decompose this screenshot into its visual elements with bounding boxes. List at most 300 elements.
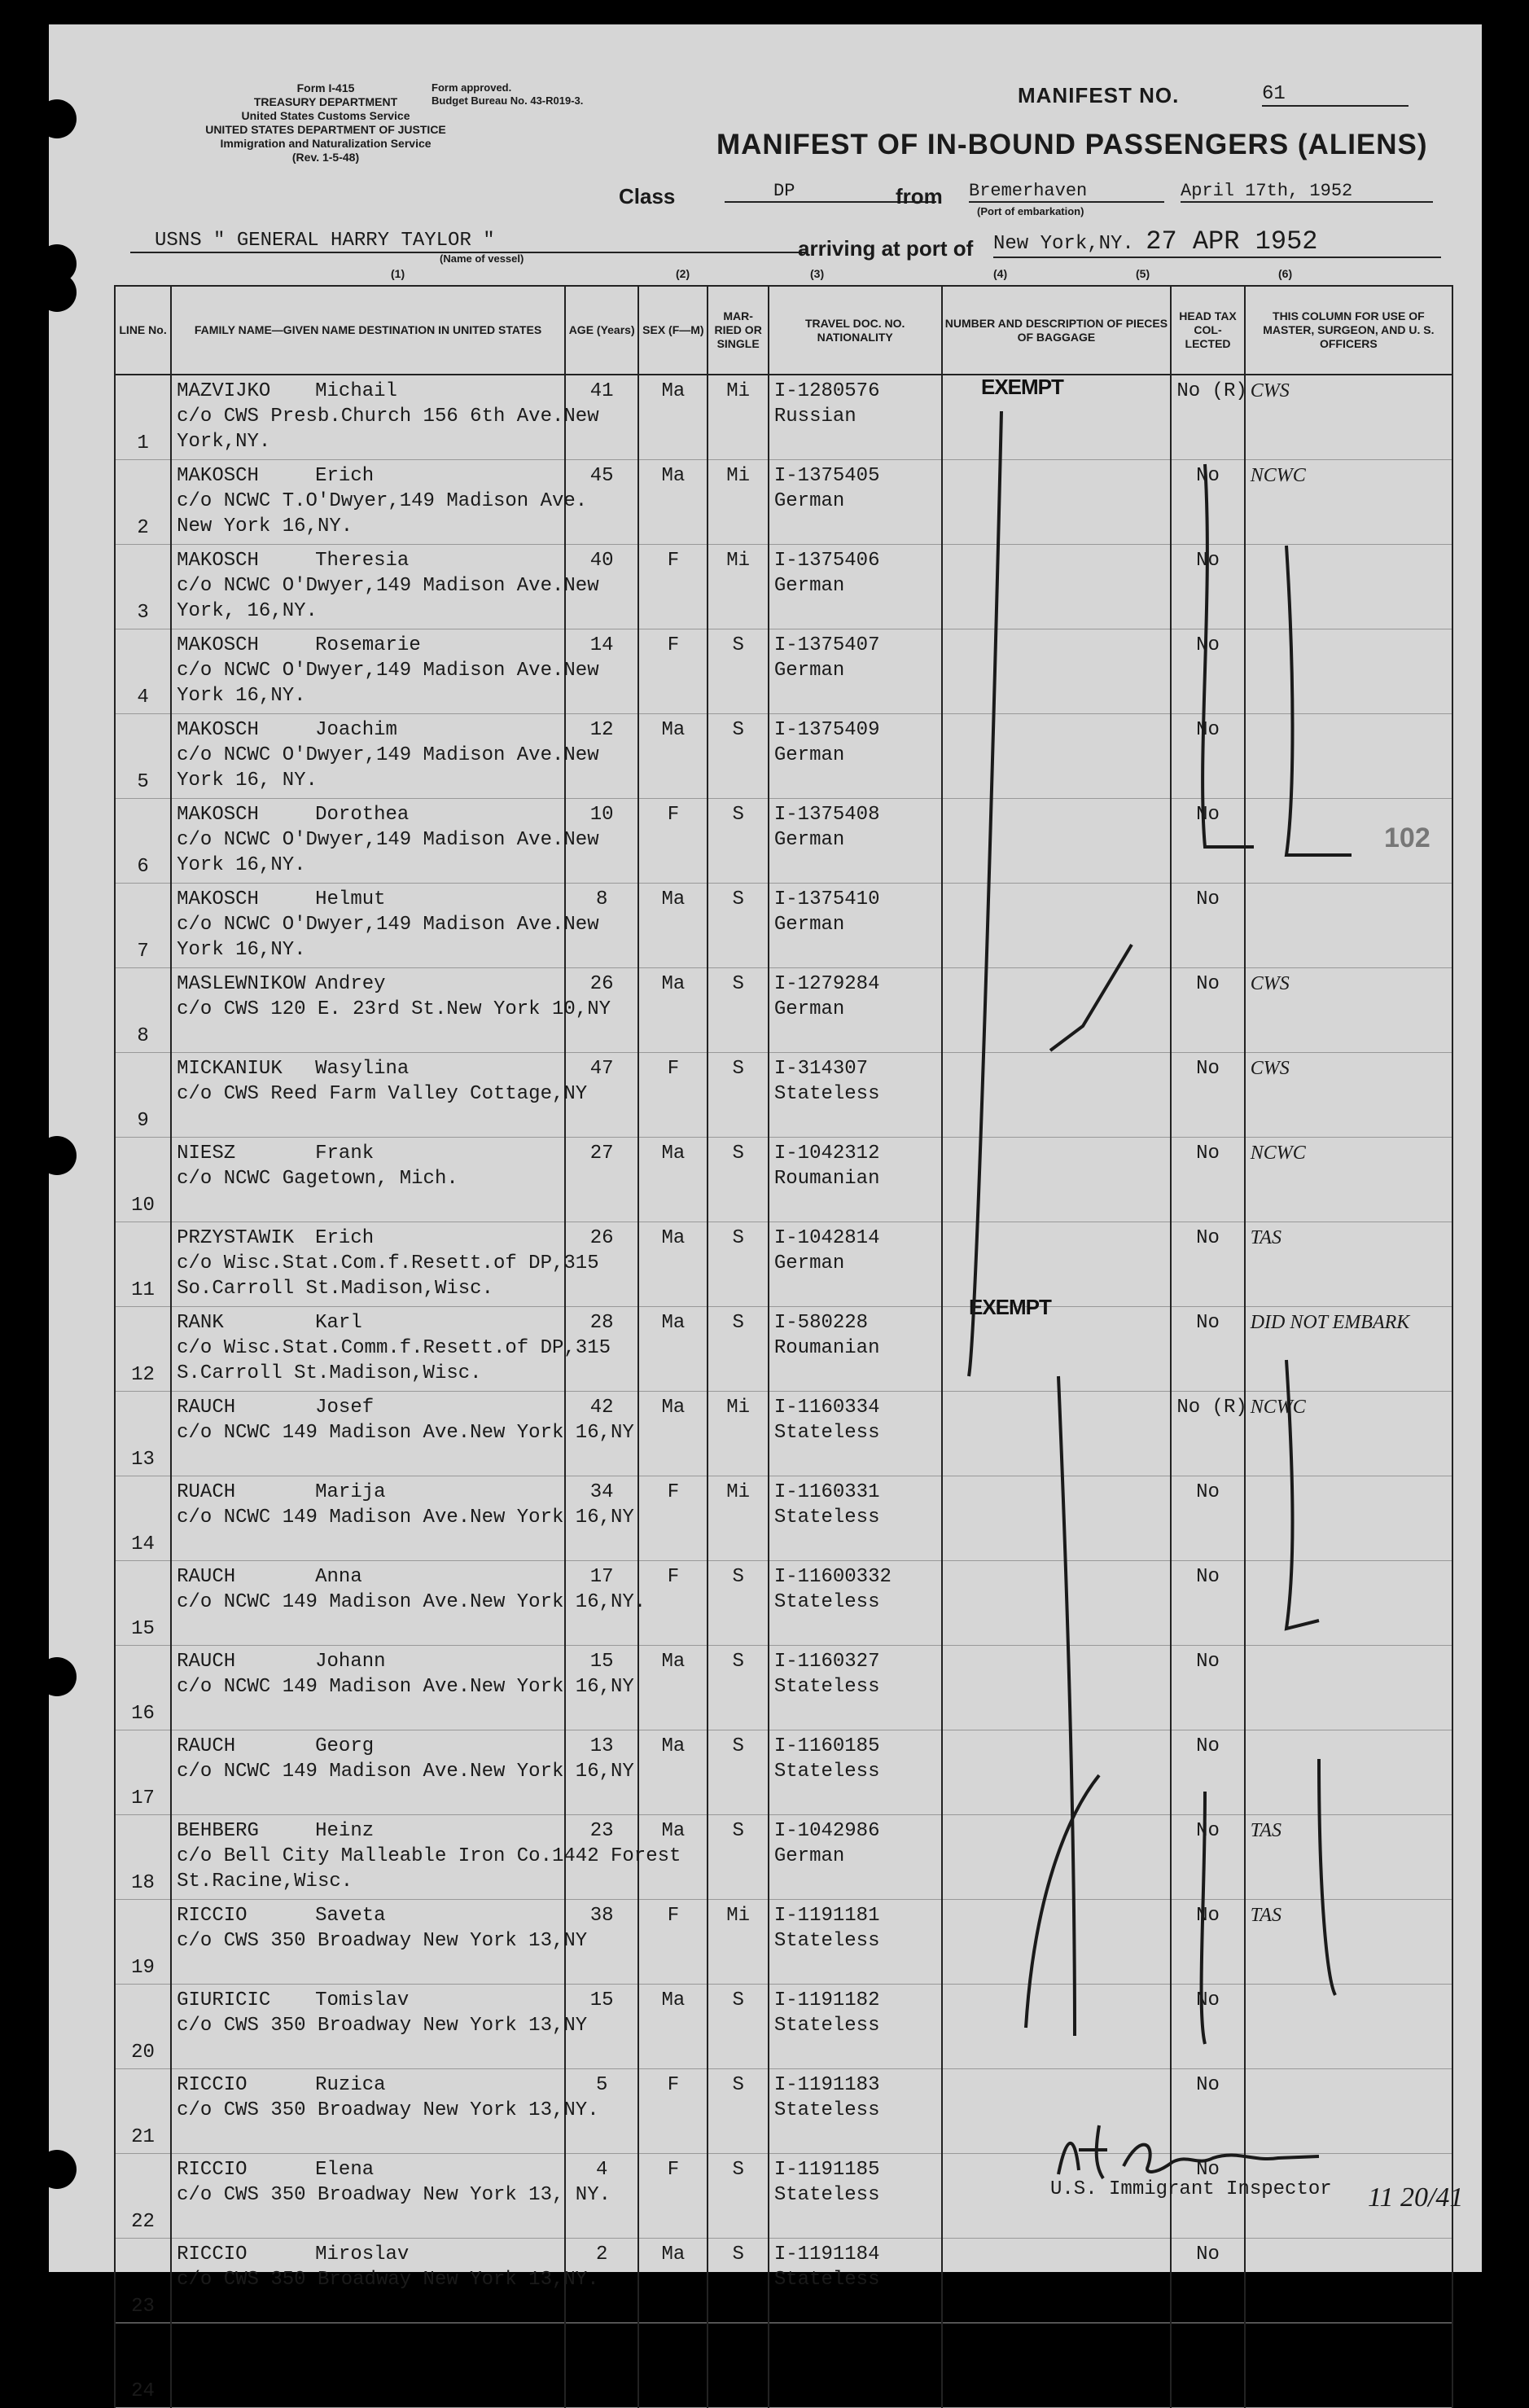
destination-line: c/o Wisc.Stat.Comm.f.Resett.of DP,315 — [177, 1337, 611, 1359]
nationality: Stateless — [773, 1507, 880, 1529]
officer-note: TAS — [1245, 1815, 1452, 1900]
family-name: MAKOSCH — [177, 719, 259, 741]
given-name: Johann — [315, 1651, 386, 1673]
line-number: 3 — [115, 545, 171, 629]
travel-doc-number: I-1191182 — [773, 1989, 880, 2011]
marital-status: S — [708, 968, 768, 1053]
officer-note: CWS — [1245, 375, 1452, 460]
head-tax: No — [1171, 1053, 1244, 1138]
age: 42 — [565, 1392, 638, 1476]
sex: F — [638, 799, 708, 884]
given-name: Miroslav — [315, 2244, 410, 2265]
officer-note: NCWC — [1245, 1138, 1452, 1222]
marital-status: Mi — [708, 1392, 768, 1476]
destination-line: c/o Bell City Malleable Iron Co.1442 Forest — [177, 1845, 681, 1867]
given-name: Helmut — [315, 888, 386, 910]
destination-line: c/o NCWC O'Dwyer,149 Madison Ave.New — [177, 914, 599, 936]
column-number: (2) — [676, 267, 690, 280]
head-tax — [1171, 2323, 1244, 2408]
nationality: Stateless — [773, 2099, 880, 2121]
tax-bracket-line — [1202, 1792, 1205, 2044]
line-number: 15 — [115, 1561, 171, 1646]
destination-line: S.Carroll St.Madison,Wisc. — [177, 1362, 482, 1384]
sex: F — [638, 545, 708, 629]
col-header-officers-use: THIS COLUMN FOR USE OF MASTER, SURGEON, AND U. S. OFFICERS — [1245, 286, 1452, 375]
marital-status: S — [708, 1561, 768, 1646]
destination-line: c/o CWS 120 E. 23rd St.New York 10,NY — [177, 998, 611, 1020]
destination-line: York, 16,NY. — [177, 600, 318, 622]
nationality: Stateless — [773, 1422, 880, 1444]
head-tax: No — [1171, 799, 1244, 884]
sex: Ma — [638, 1985, 708, 2069]
given-name: Saveta — [315, 1905, 386, 1927]
nationality: Stateless — [773, 2184, 880, 2206]
nationality: Stateless — [773, 1083, 880, 1105]
age: 34 — [565, 1476, 638, 1561]
destination-line: c/o NCWC 149 Madison Ave.New York 16,NY — [177, 1676, 634, 1698]
given-name: Joachim — [315, 719, 397, 741]
manifest-number-label: MANIFEST NO. — [1018, 83, 1180, 107]
marital-status: S — [708, 2154, 768, 2239]
sex: Ma — [638, 1222, 708, 1307]
family-name: MAKOSCH — [177, 888, 259, 910]
head-tax: No — [1171, 714, 1244, 799]
class-label: Class — [619, 184, 676, 208]
travel-doc-number: I-1042312 — [773, 1143, 880, 1165]
destination-line: New York 16,NY. — [177, 515, 353, 537]
page-number-stamp: 102 — [1384, 822, 1430, 853]
age: 12 — [565, 714, 638, 799]
officer-note: TAS — [1245, 1222, 1452, 1307]
officer-note: CWS — [1245, 968, 1452, 1053]
given-name: Erich — [315, 465, 375, 487]
family-name: MAKOSCH — [177, 550, 259, 572]
nationality: German — [773, 914, 845, 936]
age: 27 — [565, 1138, 638, 1222]
destination-line: c/o CWS 350 Broadway New York 13,NY — [177, 2015, 588, 2037]
officer-note: NCWC — [1245, 1392, 1452, 1476]
arriving-label: arriving at port of — [798, 236, 974, 261]
family-name: RICCIO — [177, 2244, 248, 2265]
use-bracket-line — [1319, 1759, 1335, 1995]
destination-line: c/o NCWC 149 Madison Ave.New York 16,NY. — [177, 1591, 646, 1613]
sex: Ma — [638, 1730, 708, 1815]
marital-status: S — [708, 884, 768, 968]
column-number: (5) — [1136, 267, 1150, 280]
head-tax: No — [1171, 1138, 1244, 1222]
family-name: RAUCH — [177, 1566, 236, 1588]
travel-doc-cell — [769, 2323, 942, 2408]
destination-line: c/o CWS 350 Broadway New York 13,NY. — [177, 2099, 599, 2121]
marital-status: S — [708, 1646, 768, 1730]
destination-line: c/o NCWC O'Dwyer,149 Madison Ave.New — [177, 829, 599, 851]
family-name: PRZYSTAWIK — [177, 1227, 295, 1249]
marital-status: S — [708, 714, 768, 799]
nationality: Russian — [773, 406, 857, 428]
vessel-caption: (Name of vessel) — [440, 252, 524, 265]
given-name: Frank — [315, 1143, 375, 1165]
file-mark: 11 20/41 — [1368, 2182, 1464, 2213]
age: 5 — [565, 2069, 638, 2154]
sex: F — [638, 2154, 708, 2239]
nationality: Stateless — [773, 1761, 880, 1783]
marital-status: Mi — [708, 1900, 768, 1985]
destination-line: c/o CWS Reed Farm Valley Cottage,NY — [177, 1083, 588, 1105]
agency-header-line: (Rev. 1-5-48) — [291, 151, 360, 164]
col-header-line: LINE No. — [115, 286, 171, 375]
destination-line: c/o NCWC 149 Madison Ave.New York 16,NY — [177, 1507, 634, 1529]
port-of-embarkation: Bremerhaven — [969, 181, 1164, 203]
given-name: Wasylina — [315, 1058, 410, 1080]
destination-line: York,NY. — [177, 431, 271, 453]
family-name: BEHBERG — [177, 1820, 259, 1842]
nationality: German — [773, 744, 845, 766]
age: 13 — [565, 1730, 638, 1815]
destination-line: c/o CWS Presb.Church 156 6th Ave.New — [177, 406, 599, 428]
destination-line: c/o NCWC 149 Madison Ave.New York 16,NY — [177, 1761, 634, 1783]
nationality: Roumanian — [773, 1337, 880, 1359]
travel-doc-number: I-1375408 — [773, 804, 880, 826]
vessel-name: USNS " GENERAL HARRY TAYLOR " — [130, 230, 806, 253]
line-number: 18 — [115, 1815, 171, 1900]
travel-doc-number: I-1160334 — [773, 1397, 880, 1419]
given-name: Rosemarie — [315, 634, 421, 656]
given-name: Dorothea — [315, 804, 410, 826]
travel-doc-number: I-1191181 — [773, 1905, 880, 1927]
age: 15 — [565, 1646, 638, 1730]
travel-doc-number: I-1042986 — [773, 1820, 880, 1842]
marital-status: Mi — [708, 460, 768, 545]
officer-note — [1245, 2323, 1452, 2408]
sex: Ma — [638, 375, 708, 460]
destination-line: York 16,NY. — [177, 854, 306, 876]
line-number: 21 — [115, 2069, 171, 2154]
destination-line: c/o NCWC O'Dwyer,149 Madison Ave.New — [177, 744, 599, 766]
nationality: German — [773, 575, 845, 597]
column-number: (1) — [391, 267, 405, 280]
sex: F — [638, 629, 708, 714]
marital-status: S — [708, 1222, 768, 1307]
sex — [638, 2323, 708, 2408]
head-tax: No — [1171, 1815, 1244, 1900]
line-number: 7 — [115, 884, 171, 968]
travel-doc-number: I-1279284 — [773, 973, 880, 995]
destination-line: c/o NCWC T.O'Dwyer,149 Madison Ave. — [177, 490, 588, 512]
sex: Ma — [638, 714, 708, 799]
sex: F — [638, 1561, 708, 1646]
travel-doc-number: I-1280576 — [773, 380, 880, 402]
line-number: 6 — [115, 799, 171, 884]
baggage-bracket-line — [969, 411, 1001, 1376]
family-name: RICCIO — [177, 1905, 248, 1927]
manifest-number: 61 — [1262, 83, 1409, 107]
family-name: GIURICIC — [177, 1989, 271, 2011]
head-tax: No — [1171, 2069, 1244, 2154]
punch-hole — [37, 2150, 77, 2189]
use-bracket-line — [1286, 1360, 1319, 1629]
sex: F — [638, 2069, 708, 2154]
marital-status: S — [708, 2239, 768, 2323]
punch-hole — [37, 1136, 77, 1175]
nationality: Stateless — [773, 2015, 880, 2037]
travel-doc-number: I-1160331 — [773, 1481, 880, 1503]
officer-note: TAS — [1245, 1900, 1452, 1985]
head-tax: No — [1171, 1561, 1244, 1646]
age: 15 — [565, 1985, 638, 2069]
age — [565, 2323, 638, 2408]
age: 47 — [565, 1053, 638, 1138]
travel-doc-number: I-11600332 — [773, 1566, 892, 1588]
nationality: Stateless — [773, 2269, 880, 2291]
age: 23 — [565, 1815, 638, 1900]
punch-hole — [37, 1657, 77, 1696]
family-name: MASLEWNIKOW — [177, 973, 306, 995]
head-tax: No — [1171, 1730, 1244, 1815]
use-bracket-line — [1286, 546, 1352, 855]
nationality: Roumanian — [773, 1168, 880, 1190]
family-name: MAKOSCH — [177, 634, 259, 656]
destination-line: c/o CWS 350 Broadway New York 13,NY — [177, 1930, 588, 1952]
given-name: Josef — [315, 1397, 375, 1419]
punch-hole — [37, 99, 77, 138]
age: 40 — [565, 545, 638, 629]
destination-line: c/o CWS 350 Broadway New York 13,NY. — [177, 2269, 599, 2291]
column-number: (4) — [993, 267, 1008, 280]
head-tax: No — [1171, 1985, 1244, 2069]
nationality: Stateless — [773, 1591, 880, 1613]
marital-status — [708, 2323, 768, 2408]
col-header-name: FAMILY NAME—GIVEN NAME DESTINATION IN UNITED STATES — [171, 286, 565, 375]
age: 17 — [565, 1561, 638, 1646]
travel-doc-number: I-1160327 — [773, 1651, 880, 1673]
travel-doc-number: I-1042814 — [773, 1227, 880, 1249]
agency-header-line: United States Customs Service — [241, 109, 410, 122]
column-number: (3) — [810, 267, 825, 280]
exempt-stamp: EXEMPT — [981, 375, 1063, 399]
head-tax: No — [1171, 1222, 1244, 1307]
family-name: MICKANIUK — [177, 1058, 283, 1080]
destination-line: c/o NCWC O'Dwyer,149 Madison Ave.New — [177, 660, 599, 682]
destination-line: c/o NCWC 149 Madison Ave.New York 16,NY — [177, 1422, 634, 1444]
line-number: 20 — [115, 1985, 171, 2069]
sex: F — [638, 1476, 708, 1561]
head-tax: No — [1171, 968, 1244, 1053]
nationality: German — [773, 998, 845, 1020]
col-header-married: MAR-RIED OR SINGLE — [708, 286, 768, 375]
line-number: 11 — [115, 1222, 171, 1307]
line-number: 4 — [115, 629, 171, 714]
travel-doc-number: I-1191183 — [773, 2074, 880, 2096]
nationality: German — [773, 1845, 845, 1867]
age: 26 — [565, 1222, 638, 1307]
line-number: 14 — [115, 1476, 171, 1561]
line-number: 13 — [115, 1392, 171, 1476]
family-name: RANK — [177, 1312, 224, 1334]
arrival-port: New York,NY. — [993, 233, 1134, 255]
family-name: RAUCH — [177, 1735, 236, 1757]
approval-line: Form approved. — [432, 81, 512, 94]
approval-line: Budget Bureau No. 43-R019-3. — [432, 94, 584, 107]
travel-doc-number: I-1375405 — [773, 465, 880, 487]
travel-doc-number: I-1375409 — [773, 719, 880, 741]
officer-note: CWS — [1245, 1053, 1452, 1138]
travel-doc-number: I-1191185 — [773, 2159, 880, 2181]
col-header-baggage: NUMBER AND DESCRIPTION OF PIECES OF BAGGAGE — [942, 286, 1172, 375]
sex: Ma — [638, 968, 708, 1053]
class-value: DP — [725, 181, 936, 203]
line-number: 12 — [115, 1307, 171, 1392]
col-header-age: AGE (Years) — [565, 286, 638, 375]
age: 14 — [565, 629, 638, 714]
marital-status: S — [708, 1730, 768, 1815]
given-name: Elena — [315, 2159, 375, 2181]
family-name: MAKOSCH — [177, 804, 259, 826]
travel-doc-number: I-1191184 — [773, 2244, 880, 2265]
handwritten-check-marks — [49, 24, 1482, 2272]
document-title: MANIFEST OF IN-BOUND PASSENGERS (ALIENS) — [716, 129, 1428, 160]
col-header-travel-doc: TRAVEL DOC. NO. NATIONALITY — [769, 286, 942, 375]
passenger-row — [115, 2323, 1452, 2408]
destination-line: c/o CWS 350 Broadway New York 13, NY. — [177, 2184, 611, 2206]
given-name: Michail — [315, 380, 397, 402]
destination-line: So.Carroll St.Madison,Wisc. — [177, 1278, 493, 1300]
given-name: Erich — [315, 1227, 375, 1249]
head-tax: No — [1171, 545, 1244, 629]
given-name: Ruzica — [315, 2074, 386, 2096]
marital-status: S — [708, 1985, 768, 2069]
marital-status: Mi — [708, 545, 768, 629]
line-number: 22 — [115, 2154, 171, 2239]
nationality: German — [773, 490, 845, 512]
line-number: 8 — [115, 968, 171, 1053]
destination-line: c/o NCWC Gagetown, Mich. — [177, 1168, 458, 1190]
age: 10 — [565, 799, 638, 884]
column-number: (6) — [1278, 267, 1293, 280]
age: 26 — [565, 968, 638, 1053]
head-tax: No — [1171, 1476, 1244, 1561]
line-number: 9 — [115, 1053, 171, 1138]
tax-bracket-line — [1203, 464, 1254, 847]
marital-status: S — [708, 1053, 768, 1138]
head-tax: No (R) — [1171, 1392, 1244, 1476]
marital-status: S — [708, 1307, 768, 1392]
given-name: Tomislav — [315, 1989, 410, 2011]
sex: F — [638, 1053, 708, 1138]
travel-doc-number: I-1375410 — [773, 888, 880, 910]
age: 8 — [565, 884, 638, 968]
sex: Ma — [638, 1815, 708, 1900]
head-tax: No (R) — [1171, 375, 1244, 460]
given-name: Andrey — [315, 973, 386, 995]
destination-line: c/o NCWC O'Dwyer,149 Madison Ave.New — [177, 575, 599, 597]
line-number: 1 — [115, 375, 171, 460]
travel-doc-number: I-1375407 — [773, 634, 880, 656]
agency-header-line: Immigration and Naturalization Service — [220, 137, 432, 150]
destination-line: c/o Wisc.Stat.Com.f.Resett.of DP,315 — [177, 1252, 599, 1274]
head-tax: No — [1171, 2154, 1244, 2239]
agency-header-line: UNITED STATES DEPARTMENT OF JUSTICE — [205, 123, 446, 136]
marital-status: S — [708, 629, 768, 714]
sex: Ma — [638, 1138, 708, 1222]
agency-header-line: Form I-415 — [296, 81, 355, 94]
line-number: 2 — [115, 460, 171, 545]
family-name: RICCIO — [177, 2159, 248, 2181]
family-name: RAUCH — [177, 1397, 236, 1419]
travel-doc-number: I-580228 — [773, 1312, 869, 1334]
age: 38 — [565, 1900, 638, 1985]
head-tax: No — [1171, 1646, 1244, 1730]
sex: Ma — [638, 1646, 708, 1730]
sex: Ma — [638, 1307, 708, 1392]
age: 28 — [565, 1307, 638, 1392]
head-tax: No — [1171, 629, 1244, 714]
age: 45 — [565, 460, 638, 545]
head-tax: No — [1171, 460, 1244, 545]
departure-date: April 17th, 1952 — [1181, 181, 1433, 203]
col-header-sex: SEX (F—M) — [638, 286, 708, 375]
officer-note: DID NOT EMBARK — [1245, 1307, 1452, 1392]
inspector-caption: U.S. Immigrant Inspector — [1050, 2178, 1332, 2200]
from-label: from — [896, 184, 943, 208]
family-name: MAKOSCH — [177, 465, 259, 487]
travel-doc-number: I-1375406 — [773, 550, 880, 572]
destination-line: York 16, NY. — [177, 770, 318, 792]
marital-status: S — [708, 1138, 768, 1222]
sex: Ma — [638, 2239, 708, 2323]
head-tax: No — [1171, 2239, 1244, 2323]
head-tax: No — [1171, 1900, 1244, 1985]
col-header-head-tax: HEAD TAX COL-LECTED — [1171, 286, 1244, 375]
line-number: 24 — [115, 2323, 171, 2408]
given-name: Anna — [315, 1566, 362, 1588]
baggage-cell — [942, 2323, 1172, 2408]
check-mark — [1026, 1775, 1099, 2028]
given-name: Karl — [315, 1312, 362, 1334]
line-number: 23 — [115, 2239, 171, 2323]
destination-line: York 16,NY. — [177, 939, 306, 961]
travel-doc-number: I-1160185 — [773, 1735, 880, 1757]
family-name: RICCIO — [177, 2074, 248, 2096]
nationality: Stateless — [773, 1930, 880, 1952]
agency-header-line: TREASURY DEPARTMENT — [253, 95, 398, 108]
marital-status: S — [708, 1815, 768, 1900]
line-number: 16 — [115, 1646, 171, 1730]
sex: Ma — [638, 460, 708, 545]
given-name: Theresia — [315, 550, 410, 572]
family-name: NIESZ — [177, 1143, 236, 1165]
travel-doc-number: I-314307 — [773, 1058, 869, 1080]
line-number: 17 — [115, 1730, 171, 1815]
given-name: Heinz — [315, 1820, 375, 1842]
line-number: 5 — [115, 714, 171, 799]
age: 4 — [565, 2154, 638, 2239]
marital-status: S — [708, 799, 768, 884]
sex: Ma — [638, 884, 708, 968]
manifest-sheet — [49, 24, 1482, 2402]
arrival-date-stamp: 27 APR 1952 — [1146, 226, 1318, 257]
port-caption: (Port of embarkation) — [977, 205, 1084, 217]
given-name: Georg — [315, 1735, 375, 1757]
age: 41 — [565, 375, 638, 460]
family-name: MAZVIJKO — [177, 380, 271, 402]
line-number: 19 — [115, 1900, 171, 1985]
nationality: Stateless — [773, 1676, 880, 1698]
nationality: German — [773, 1252, 845, 1274]
exempt-stamp: EXEMPT — [969, 1295, 1051, 1319]
line-number: 10 — [115, 1138, 171, 1222]
sex: F — [638, 1900, 708, 1985]
family-name: RUACH — [177, 1481, 236, 1503]
